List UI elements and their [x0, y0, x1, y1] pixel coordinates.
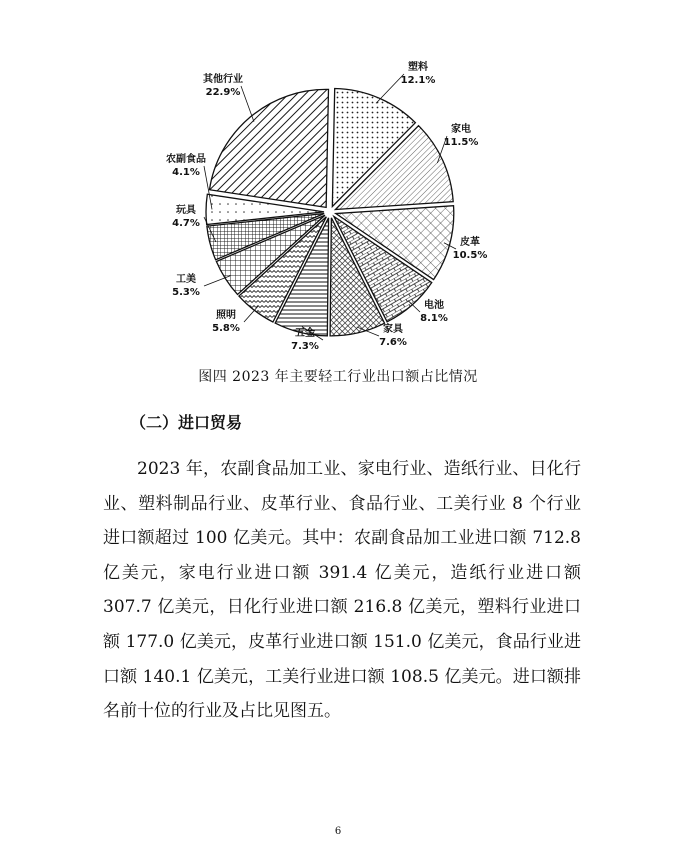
slice-value-4: 8.1% [420, 313, 448, 324]
slice-label-4: 电池 [424, 300, 444, 311]
slice-value-9: 4.7% [172, 218, 200, 229]
slice-label-8: 工美 [176, 274, 196, 285]
slice-label-5: 家具 [383, 324, 403, 335]
slice-value-1: 12.1% [400, 75, 436, 86]
slice-value-7: 5.8% [212, 323, 240, 334]
slice-value-8: 5.3% [172, 287, 200, 298]
slice-value-5: 7.6% [379, 337, 407, 348]
slice-value-11: 22.9% [205, 87, 241, 98]
slice-label-9: 玩具 [176, 205, 196, 216]
slice-value-3: 10.5% [452, 250, 488, 261]
slice-value-6: 7.3% [291, 341, 319, 352]
page-number: 6 [334, 826, 342, 837]
slice-label-1: 塑料 [408, 62, 428, 73]
section-heading: （二）进口贸易 [130, 413, 243, 432]
slice-value-2: 11.5% [443, 137, 479, 148]
body-paragraph: 2023 年，农副食品加工业、家电行业、造纸行业、日化行业、塑料制品行业、皮革行业、食品行业、工美行业 8 个行业进口额超过 100 亿美元。其中：农副食品加工业进口额 712.8 亿美元，家电行业进口额 391.4 亿美元，造纸行业进口额 307.7 亿美元，日化行业进口额 216.8 亿美元，塑料行业进口额 177.0 亿美元，皮革行业进口额 151.0 亿美元，食品行业进口额 140.1 亿美元，工美行业进口额 108.5 亿美元。进口额排名前十位的行业及占比见图五。 [103, 459, 581, 722]
slice-label-7: 照明 [216, 310, 236, 321]
slice-label-10: 农副食品 [166, 154, 206, 165]
leader-line-11 [241, 86, 254, 122]
pie-slice-11 [209, 89, 328, 207]
slice-label-3: 皮革 [460, 237, 480, 248]
slice-value-10: 4.1% [172, 167, 200, 178]
slice-label-2: 家电 [451, 124, 471, 135]
slice-label-11: 其他行业 [203, 74, 243, 85]
pie-chart [0, 0, 676, 365]
slice-label-6: 五金 [295, 328, 315, 339]
figure-caption: 图四 2023 年主要轻工行业出口额占比情况 [198, 369, 478, 385]
